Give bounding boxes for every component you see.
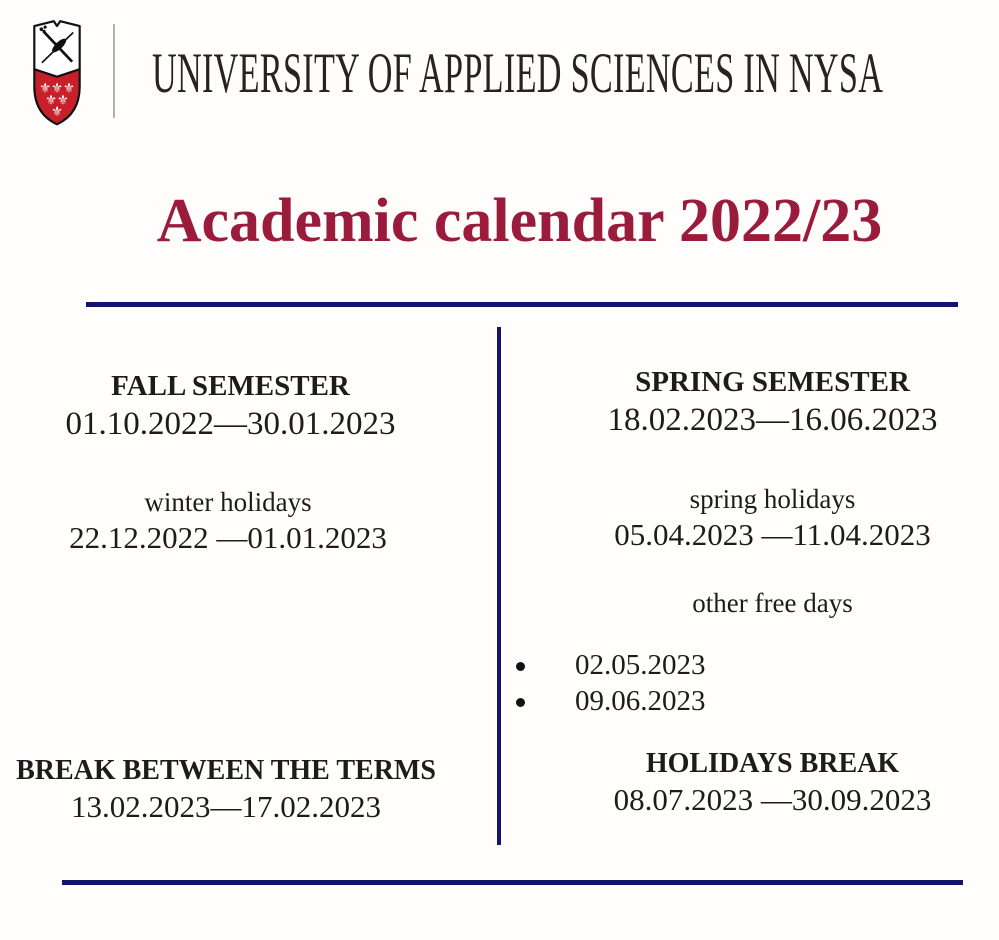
- free-days-list: [512, 651, 832, 723]
- bullet-icon: [516, 662, 525, 671]
- list-item: [512, 687, 832, 716]
- spring-semester-block: [550, 364, 995, 440]
- other-free-days-label: other free days: [692, 588, 853, 618]
- free-day-date: 02.05.2023: [575, 649, 706, 681]
- university-name: UNIVERSITY OF APPLIED SCIENCES IN NYSA: [152, 42, 884, 105]
- winter-holidays-block: [8, 486, 448, 556]
- svg-text:⚜: ⚜: [56, 92, 69, 109]
- holidays-break-block: [550, 746, 995, 818]
- page-title: Academic calendar 2022/23: [156, 187, 883, 255]
- break-between-terms-block: [0, 753, 452, 825]
- winter-holidays-label: winter holidays: [144, 487, 312, 517]
- column-divider-rule: [497, 327, 501, 845]
- bottom-rule: [62, 880, 963, 885]
- top-rule: [86, 302, 958, 307]
- spring-semester-title: SPRING SEMESTER: [635, 366, 910, 398]
- spring-holidays-block: [550, 483, 995, 553]
- break-between-terms-title: BREAK BETWEEN THE TERMS: [16, 755, 436, 786]
- list-item: [512, 651, 832, 680]
- bullet-icon: [516, 698, 525, 707]
- other-free-days-block: [550, 587, 995, 620]
- fall-semester-dates: 01.10.2022—30.01.2023: [65, 406, 396, 442]
- winter-holidays-dates: 22.12.2022 —01.01.2023: [69, 520, 387, 555]
- svg-text:⚜: ⚜: [62, 80, 75, 97]
- holidays-break-title: HOLIDAYS BREAK: [645, 748, 900, 779]
- holidays-break-dates: 08.07.2023 —30.09.2023: [613, 782, 932, 817]
- logo-divider: [113, 24, 115, 118]
- svg-text:⚜: ⚜: [45, 92, 58, 109]
- spring-holidays-label: spring holidays: [689, 484, 856, 514]
- university-crest-icon: [30, 16, 84, 130]
- svg-text:⚜: ⚜: [39, 80, 52, 97]
- free-day-date: 09.06.2023: [575, 685, 706, 717]
- fall-semester-block: [8, 368, 453, 444]
- break-between-terms-dates: 13.02.2023—17.02.2023: [71, 789, 381, 824]
- spring-holidays-dates: 05.04.2023 —11.04.2023: [614, 517, 931, 552]
- svg-text:⚜: ⚜: [50, 104, 64, 121]
- fall-semester-title: FALL SEMESTER: [111, 370, 350, 402]
- svg-text:⚜: ⚜: [50, 80, 64, 97]
- spring-semester-dates: 18.02.2023—16.06.2023: [607, 402, 938, 438]
